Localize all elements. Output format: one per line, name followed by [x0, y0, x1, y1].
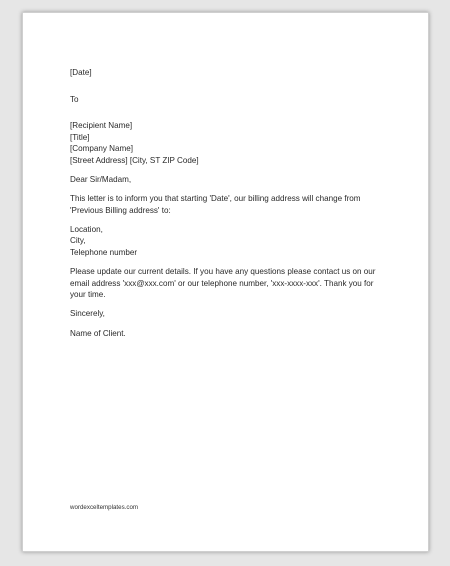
recipient-name: [Recipient Name] [70, 121, 133, 131]
closing-line: Sincerely, [70, 309, 105, 319]
footer-website: wordexceltemplates.com [70, 504, 139, 511]
street-address: [Street Address] [City, ST ZIP Code] [70, 155, 199, 165]
date-line: [Date] [70, 68, 92, 77]
telephone-line: Telephone number [70, 248, 138, 258]
recipient-title: [Title] [70, 132, 90, 142]
city-line: City, [70, 236, 86, 246]
paragraph-1-line-1: This letter is to inform you that starting 'Date', our billing address will change from [70, 194, 361, 204]
to-line: To [70, 94, 79, 104]
paragraph-2-line-2: email address 'xxx@xxx.com' or our telephone number, 'xxx-xxxx-xxx'. Thank you for [70, 278, 374, 288]
letter-body [70, 67, 400, 339]
company-name: [Company Name] [70, 144, 133, 154]
paragraph-2-line-3: your time. [70, 290, 106, 300]
salutation: Dear Sir/Madam, [70, 175, 132, 185]
paragraph-2-line-1: Please update our current details. If you have any questions please contact us on our [70, 267, 376, 277]
signature-line: Name of Client. [70, 328, 126, 338]
document-page [22, 12, 429, 552]
location-line: Location, [70, 224, 103, 234]
paragraph-1-line-2: 'Previous Billing address' to: [70, 205, 171, 215]
